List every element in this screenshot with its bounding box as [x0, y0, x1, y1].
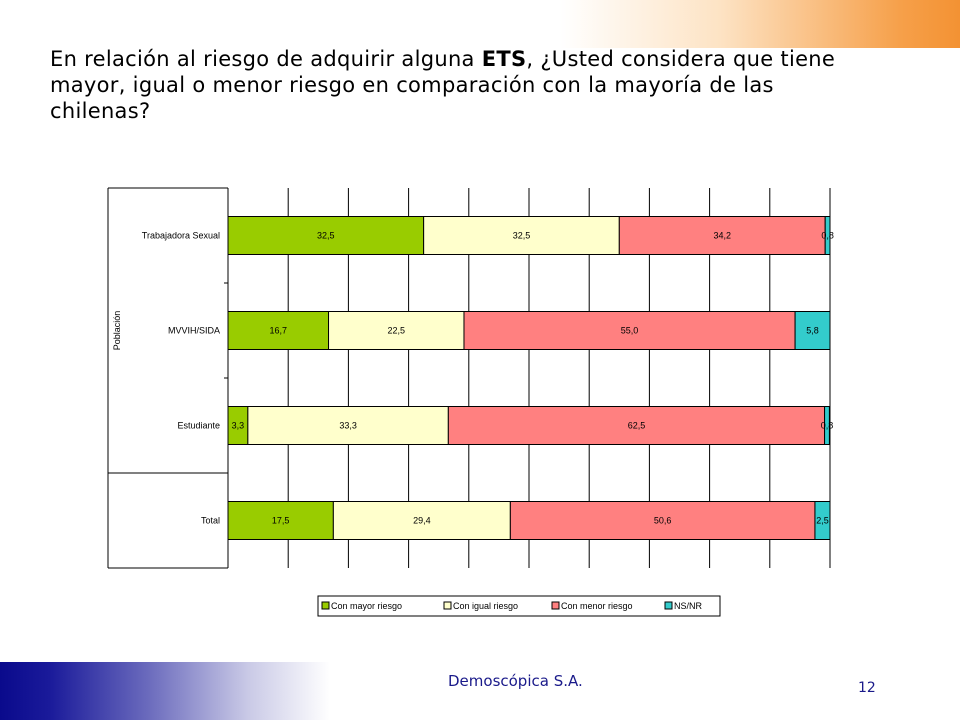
legend-label: NS/NR — [674, 601, 703, 611]
y-axis-title: Población — [112, 310, 122, 351]
footer-company: Demoscópica S.A. — [448, 672, 583, 690]
data-label: 0,8 — [820, 420, 834, 431]
legend-swatch — [444, 602, 451, 609]
title-ets: ETS — [481, 47, 527, 71]
data-label: 62,5 — [627, 420, 646, 431]
data-label: 5,8 — [806, 325, 819, 336]
data-label: 22,5 — [387, 325, 406, 336]
chart-legend — [318, 596, 720, 616]
data-label: 34,2 — [713, 230, 732, 241]
legend-swatch — [322, 602, 329, 609]
data-label: 32,5 — [512, 230, 531, 241]
legend-label: Con menor riesgo — [561, 601, 633, 611]
data-label: 2,5 — [816, 515, 829, 526]
legend-swatch — [665, 602, 672, 609]
page-number: 12 — [858, 680, 876, 696]
data-label: 16,7 — [269, 325, 288, 336]
category-tick-label: Trabajadora Sexual — [141, 230, 220, 241]
category-tick-label: Total — [200, 515, 220, 526]
data-label: 32,5 — [317, 230, 335, 241]
category-tick-label: MVVIH/SIDA — [167, 325, 220, 336]
title-part2: , ¿Usted considera que tiene mayor, igual o menor riesgo en comparación con la mayoría de las chilenas? — [50, 47, 836, 123]
data-label: 3,3 — [231, 420, 245, 431]
legend-swatch — [552, 602, 559, 609]
data-label: 17,5 — [271, 515, 290, 526]
category-tick-label: Estudiante — [177, 420, 220, 431]
title-part1: En relación al riesgo de adquirir alguna — [50, 47, 482, 71]
legend-label: Con mayor riesgo — [331, 601, 403, 611]
data-label: 0,8 — [821, 230, 834, 241]
legend-label: Con igual riesgo — [453, 601, 519, 611]
bottom-accent-bar — [0, 662, 330, 720]
data-label: 33,3 — [339, 420, 357, 431]
data-label: 50,6 — [653, 515, 672, 526]
data-label: 29,4 — [413, 515, 431, 526]
data-label: 55,0 — [620, 325, 639, 336]
labels-layer — [112, 231, 834, 526]
